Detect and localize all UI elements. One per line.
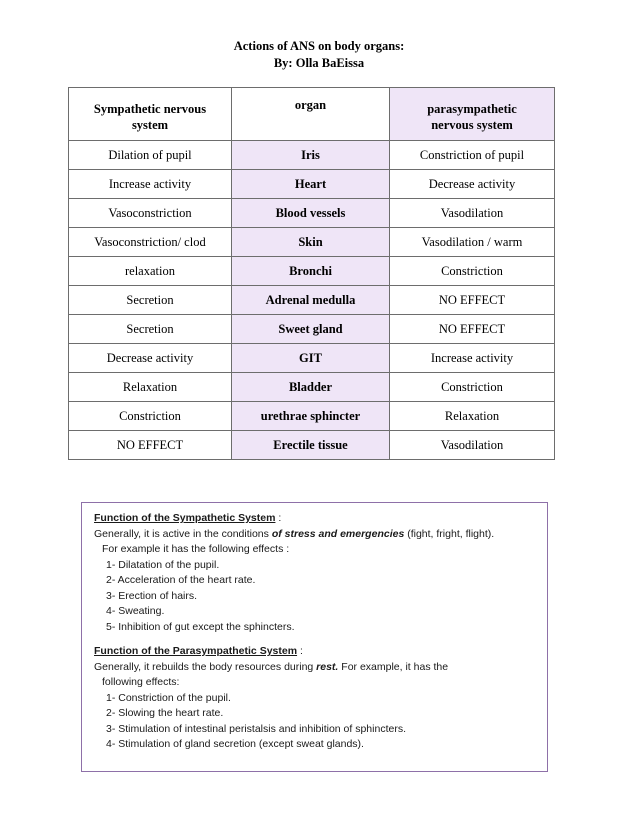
cell-sympathetic-effect: Vasoconstriction/ clod <box>69 228 232 257</box>
table-row <box>69 373 555 402</box>
table-row <box>69 344 555 373</box>
cell-organ: Blood vessels <box>232 199 390 228</box>
list-item: 5- Inhibition of gut except the sphincters. <box>106 620 295 633</box>
table-row <box>69 402 555 431</box>
parasympathetic-intro-cont: following effects: <box>102 676 180 688</box>
sympathetic-list <box>94 558 537 636</box>
section-gap <box>94 635 537 644</box>
sympathetic-intro-emphasis: of stress and emergencies <box>271 527 405 540</box>
cell-organ: urethrae sphincter <box>232 402 390 431</box>
cell-parasympathetic-effect: Relaxation <box>390 402 555 431</box>
cell-organ: Heart <box>232 170 390 199</box>
table-row <box>69 199 555 228</box>
list-item: 3- Erection of hairs. <box>106 589 198 602</box>
table-row <box>69 257 555 286</box>
sympathetic-section <box>94 511 537 527</box>
cell-organ: Skin <box>232 228 390 257</box>
table-row <box>69 141 555 170</box>
table-row <box>69 431 555 460</box>
cell-parasympathetic-effect: Vasodilation <box>390 431 555 460</box>
cell-parasympathetic-effect: Constriction <box>390 373 555 402</box>
header-sympathetic-line1: Sympathetic nervous <box>93 102 207 116</box>
cell-organ: GIT <box>232 344 390 373</box>
cell-organ: Bronchi <box>232 257 390 286</box>
list-item: 2- Slowing the heart rate. <box>106 707 224 719</box>
list-item: 1- Dilatation of the pupil. <box>106 558 220 571</box>
cell-sympathetic-effect: Relaxation <box>69 373 232 402</box>
cell-organ: Adrenal medulla <box>232 286 390 315</box>
table-header-row <box>69 88 555 141</box>
sympathetic-heading: Function of the Sympathetic System <box>94 512 276 524</box>
cell-organ: Iris <box>232 141 390 170</box>
cell-sympathetic-effect: Dilation of pupil <box>69 141 232 170</box>
list-item: 2- Acceleration of the heart rate. <box>106 574 256 586</box>
cell-organ: Bladder <box>232 373 390 402</box>
parasympathetic-list <box>94 691 537 753</box>
sympathetic-example: For example it has the following effects : <box>102 543 290 555</box>
parasympathetic-intro-text: Generally, it rebuilds the body resources during <box>94 660 317 673</box>
cell-sympathetic-effect: NO EFFECT <box>69 431 232 460</box>
cell-parasympathetic-effect: Vasodilation <box>390 199 555 228</box>
document-author: By: Olla BaEissa <box>273 56 365 70</box>
header-sympathetic-line2: system <box>131 118 169 132</box>
parasympathetic-section <box>94 644 537 660</box>
sympathetic-heading-suffix: : <box>275 512 282 524</box>
table-body <box>69 141 555 460</box>
sympathetic-intro-tail: (fight, fright, flight). <box>404 527 495 540</box>
list-item: 4- Stimulation of gland secretion (except sweat glands). <box>106 738 364 750</box>
cell-parasympathetic-effect: Decrease activity <box>390 170 555 199</box>
cell-parasympathetic-effect: Constriction <box>390 257 555 286</box>
cell-sympathetic-effect: Decrease activity <box>69 344 232 373</box>
table-row <box>69 170 555 199</box>
cell-parasympathetic-effect: Constriction of pupil <box>390 141 555 170</box>
sympathetic-intro-text: Generally, it is active in the conditions <box>94 527 272 540</box>
cell-sympathetic-effect: Constriction <box>69 402 232 431</box>
parasympathetic-intro-tail: For example, it has the <box>338 660 449 673</box>
list-item: 3- Stimulation of intestinal peristalsis and inhibition of sphincters. <box>106 722 406 735</box>
cell-parasympathetic-effect: NO EFFECT <box>390 286 555 315</box>
cell-sympathetic-effect: Increase activity <box>69 170 232 199</box>
cell-parasympathetic-effect: Increase activity <box>390 344 555 373</box>
list-item: 4- Sweating. <box>106 605 165 617</box>
document-title: Actions of ANS on body organs: <box>233 39 405 53</box>
header-parasympathetic <box>390 88 555 141</box>
cell-organ: Sweet gland <box>232 315 390 344</box>
cell-parasympathetic-effect: NO EFFECT <box>390 315 555 344</box>
ans-actions-table <box>68 87 555 460</box>
list-item: 1- Constriction of the pupil. <box>106 691 231 704</box>
parasympathetic-intro <box>94 660 537 676</box>
header-sympathetic <box>69 88 232 141</box>
cell-organ: Erectile tissue <box>232 431 390 460</box>
cell-sympathetic-effect: Vasoconstriction <box>69 199 232 228</box>
header-parasympathetic-line1: parasympathetic <box>427 102 517 116</box>
cell-parasympathetic-effect: Vasodilation / warm <box>390 228 555 257</box>
parasympathetic-heading-suffix: : <box>297 645 303 657</box>
table-row <box>69 228 555 257</box>
parasympathetic-heading: Function of the Parasympathetic System <box>94 645 298 657</box>
header-parasympathetic-line2: nervous system <box>431 118 513 132</box>
cell-sympathetic-effect: Secretion <box>69 315 232 344</box>
parasympathetic-intro-emphasis: rest. <box>316 660 339 673</box>
sympathetic-intro <box>94 527 537 543</box>
ans-functions-box <box>81 502 548 772</box>
cell-sympathetic-effect: relaxation <box>69 257 232 286</box>
table-row <box>69 315 555 344</box>
cell-sympathetic-effect: Secretion <box>69 286 232 315</box>
table-row <box>69 286 555 315</box>
header-organ: organ <box>232 88 390 141</box>
